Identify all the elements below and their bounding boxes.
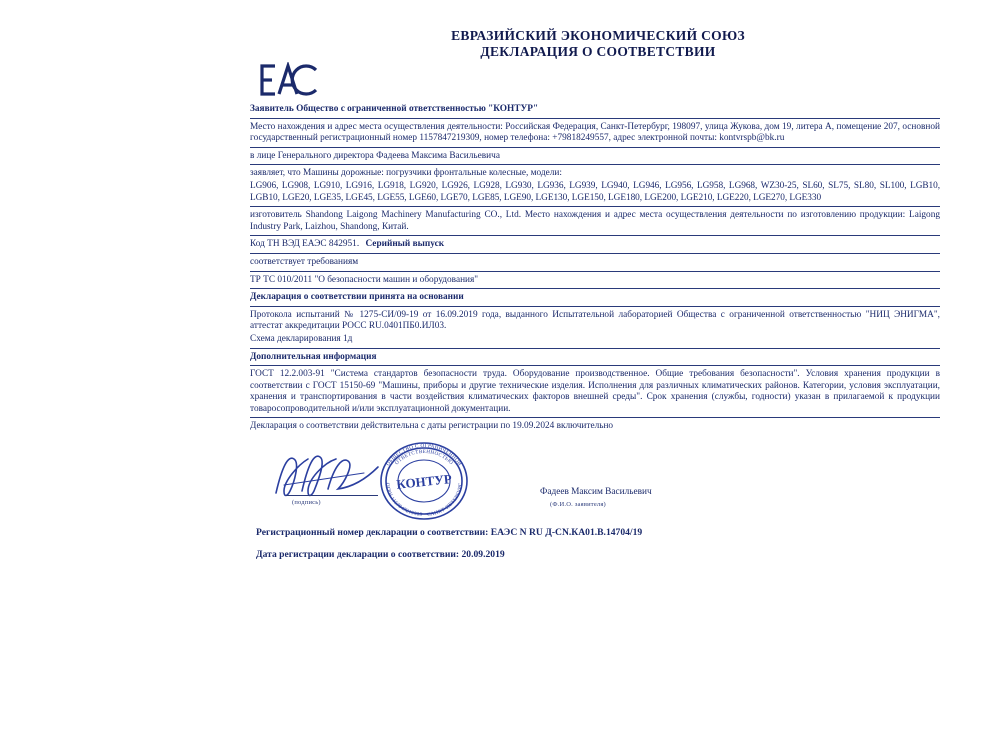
tnved-code: Код ТН ВЭД ЕАЭС 842951.	[250, 239, 360, 250]
additional-info-label: Дополнительная информация	[250, 351, 377, 362]
conformity-label: соответствует требованиям	[250, 256, 359, 267]
additional-info-text: ГОСТ 12.2.003-91 "Система стандартов безопасности труда. Оборудование производственное. Общие требования безопасности". Условия хранения продукции в соответствии с ГОСТ 15150-69 "Машины, приборы и другие технические изделия. Исполнения для различных климатических районов. Категории, условия эксплуатации, хранения и транспортирования в части воздействия климатических факторов внешней среды". Срок хранения (службы, годности) указан в прилагаемой к продукции товаросопроводительной и/или эксплуатационной документации.	[250, 369, 940, 414]
registration-number: Регистрационный номер декларации о соответствии: ЕАЭС N RU Д-CN.КА01.В.14704/19	[256, 527, 643, 539]
signature-area	[250, 439, 940, 525]
divider	[250, 147, 940, 148]
svg-text:ОБЩЕСТВО С ОГРАНИЧЕННОЙ: ОБЩЕСТВО С ОГРАНИЧЕННОЙ	[385, 443, 463, 468]
validity-line: Декларация о соответствии действительна с даты регистрации по 19.09.2024 включительно	[250, 421, 614, 432]
accepted-basis-label: Декларация о соответствии принята на основании	[250, 292, 464, 303]
test-protocol: Протокола испытаний № 1275-СИ/09-19 от 16.09.2019 года, выданного Испытательной лабораторией Общества с ограниченной ответственностью "НИЦ ЭНИГМА", аттестат аккредитации РОСС RU.0401ПБ0.ИЛ03.	[250, 309, 940, 332]
divider	[250, 271, 940, 272]
divider	[250, 235, 940, 236]
divider	[250, 365, 940, 366]
title-line-2: ДЕКЛАРАЦИЯ О СООТВЕТСТВИИ	[480, 44, 716, 59]
applicant-address: Место нахождения и адрес места осуществления деятельности: Российская Федерация, Санкт-Петербург, 198097, улица Жукова, дом 19, литера А, помещение 207, основной государственный регистрационный номер 1157847219309, номер телефона: +79818249557, адрес электронной почты: kontvrspb@bk.ru	[250, 121, 940, 144]
company-round-stamp	[370, 439, 478, 521]
declaration-scheme: Схема декларирования 1д	[250, 333, 353, 344]
signature-line	[286, 495, 378, 496]
series-type: Серийный выпуск	[365, 239, 445, 250]
svg-text:ОТВЕТСТВЕННОСТЬЮ: ОТВЕТСТВЕННОСТЬЮ	[393, 449, 455, 467]
product-models: LG906, LG908, LG910, LG916, LG918, LG920, LG926, LG928, LG930, LG936, LG939, LG940, LG946, LG956, LG958, LG968, WZ30-25, SL60, SL75, SL80, SL100, LGB10, LGB10, LGE20, LGE35, LGE45, LGE55, LGE60, LGE70, LGE85, LGE90, LGE130, LGE150, LGE180, LGE200, LGE210, LGE220, LGE270, LGE330	[250, 180, 940, 203]
signature-caption-left: (подпись)	[292, 499, 321, 507]
signer-name: Фадеев Максим Васильевич	[540, 487, 652, 498]
divider	[250, 164, 940, 165]
document-title-block	[248, 28, 948, 60]
divider	[250, 118, 940, 119]
applicant-line: Заявитель Общество с ограниченной ответственностью "КОНТУР"	[250, 104, 539, 114]
svg-text:ОГРН 1157847219309 · САНКТ-ПЕТ: ОГРН 1157847219309 · САНКТ-ПЕТЕРБУРГ	[383, 482, 465, 519]
divider	[250, 206, 940, 207]
conformity-value: ТР ТС 010/2011 "О безопасности машин и оборудования"	[250, 274, 479, 285]
divider	[250, 288, 940, 289]
svg-text:КОНТУР: КОНТУР	[395, 471, 453, 492]
manufacturer-info: изготовитель Shandong Laigong Machinery Manufacturing CO., Ltd. Место нахождения и адрес места осуществления деятельности по изготовлению продукции: Laigong Industry Park, Laizhou, Shandong, Китай.	[250, 210, 940, 232]
title-line-1: ЕВРАЗИЙСКИЙ ЭКОНОМИЧЕСКИЙ СОЮЗ	[451, 28, 745, 43]
registration-date: Дата регистрации декларации о соответствии: 20.09.2019	[256, 548, 505, 560]
eac-mark-icon	[258, 62, 320, 98]
signature-caption-right: (Ф.И.О. заявителя)	[550, 501, 606, 509]
divider	[250, 306, 940, 307]
divider	[250, 253, 940, 254]
divider	[250, 417, 940, 418]
divider	[250, 348, 940, 349]
document-body	[250, 104, 940, 560]
represented-by: в лице Генерального директора Фадеева Максима Васильевича	[250, 150, 500, 161]
declares-label: заявляет, что Машины дорожные: погрузчики фронтальные колесные, модели:	[250, 168, 562, 179]
